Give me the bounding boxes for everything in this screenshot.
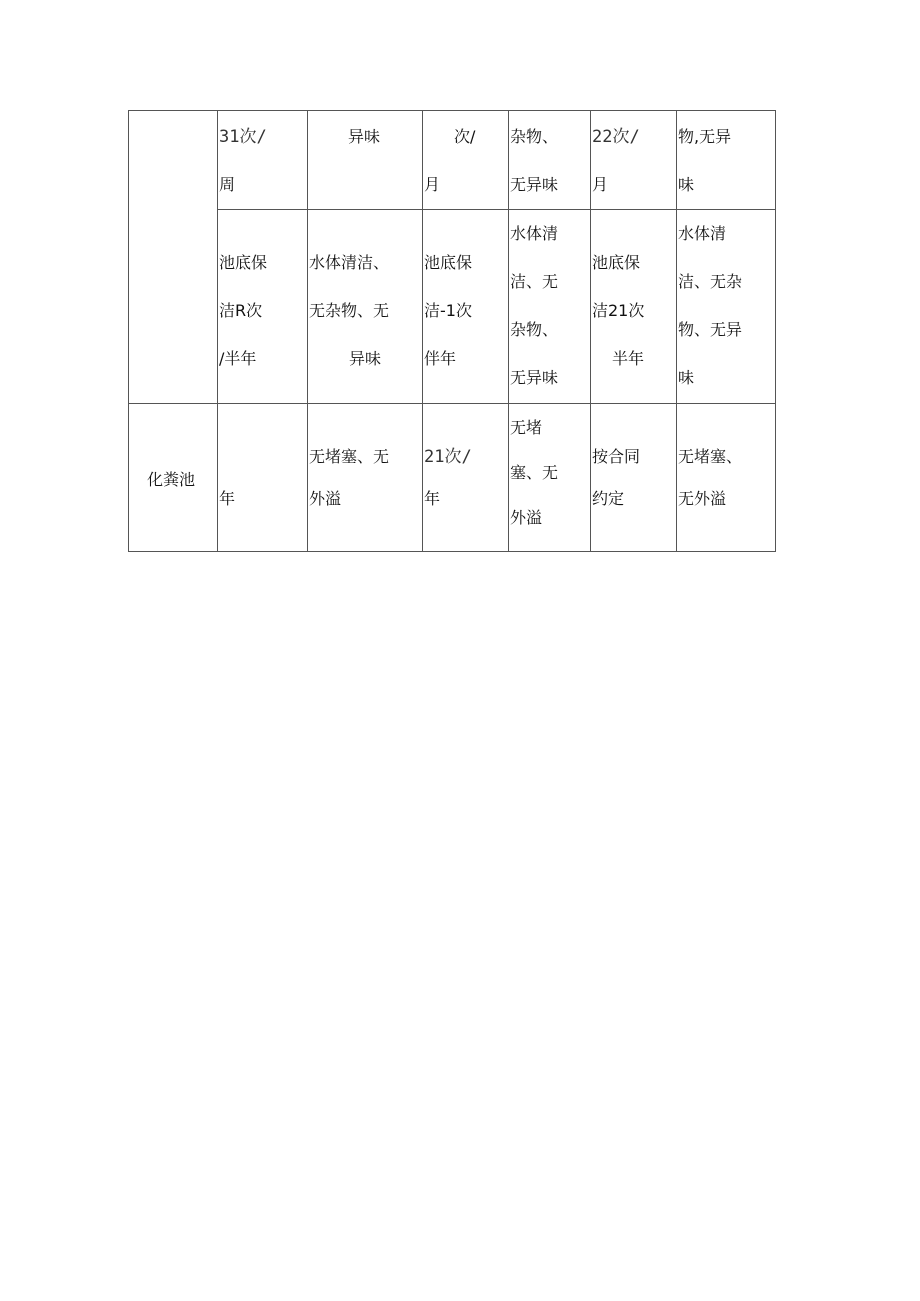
table-cell (591, 111, 677, 210)
cell-line: 年 (219, 489, 236, 508)
table-cell (677, 111, 776, 210)
table-cell (218, 111, 308, 210)
cell-line: 无异味 (510, 368, 559, 387)
cell-line: 无堵塞、无 (309, 447, 390, 466)
cell-line: 按合同 (592, 447, 641, 466)
cell-line: 杂物、 (510, 127, 559, 146)
table-cell-facility-blank (129, 111, 218, 404)
table-cell (218, 404, 308, 552)
table-cell (591, 404, 677, 552)
cell-line: 约定 (592, 489, 625, 508)
cell-line: 杂物、 (510, 320, 559, 339)
cell-line: 池底保 (424, 253, 473, 272)
cell-line: 洁-1次 (424, 301, 472, 320)
cell-line: 洁、无杂 (678, 272, 743, 291)
cell-line: /半年 (219, 349, 257, 368)
table-row (129, 210, 776, 404)
table-cell (509, 210, 591, 404)
table-cell (677, 210, 776, 404)
table-cell (423, 111, 509, 210)
cell-line: 外溢 (309, 489, 342, 508)
table-cell (677, 404, 776, 552)
cell-line: 无堵塞、 (678, 447, 743, 466)
cell-line: 次/ (454, 127, 476, 146)
cell-line: 味 (678, 368, 695, 387)
table-cell (218, 210, 308, 404)
cell-line: 水体清洁、 (309, 253, 390, 272)
cell-line: 31次/ (219, 127, 267, 147)
cell-line: 洁、无 (510, 272, 559, 291)
table-row (129, 404, 776, 552)
cell-line: 月 (424, 175, 441, 194)
table-cell (423, 404, 509, 552)
table-cell (591, 210, 677, 404)
cell-line: 无外溢 (678, 489, 727, 508)
cell-line: 半年 (612, 349, 645, 368)
cell-line: 无堵 (510, 418, 543, 437)
facility-name: 化粪池 (147, 470, 196, 489)
cell-line: 21次/ (424, 447, 472, 467)
cell-line: 周 (219, 175, 236, 194)
table-cell (308, 210, 423, 404)
table-cell (308, 404, 423, 552)
cell-line: 伴年 (424, 349, 457, 368)
cell-line: 洁21次 (592, 301, 645, 320)
cell-line: 池底保 (219, 253, 268, 272)
cell-line: 年 (424, 489, 441, 508)
cell-line: 无杂物、无 (309, 301, 390, 320)
cell-line: 异味 (349, 349, 382, 368)
cleaning-standards-table (128, 110, 776, 552)
table-cell (308, 111, 423, 210)
table-cell-facility (129, 404, 218, 552)
table-cell (423, 210, 509, 404)
cell-line: 水体清 (678, 224, 727, 243)
cell-line: 22次/ (592, 127, 640, 147)
cell-line: 月 (592, 175, 609, 194)
cell-line: 池底保 (592, 253, 641, 272)
cell-line: 物、无异 (678, 320, 743, 339)
cell-line: 水体清 (510, 224, 559, 243)
cell-line: 塞、无 (510, 463, 559, 482)
cell-line: 味 (678, 175, 695, 194)
cell-line: 异味 (348, 127, 381, 146)
cell-line: 物,无异 (678, 127, 732, 146)
cell-line: 外溢 (510, 508, 543, 527)
table-row (129, 111, 776, 210)
cell-line: 无异味 (510, 175, 559, 194)
cell-line: 洁R次 (219, 301, 263, 320)
table-cell (509, 111, 591, 210)
table-cell (509, 404, 591, 552)
